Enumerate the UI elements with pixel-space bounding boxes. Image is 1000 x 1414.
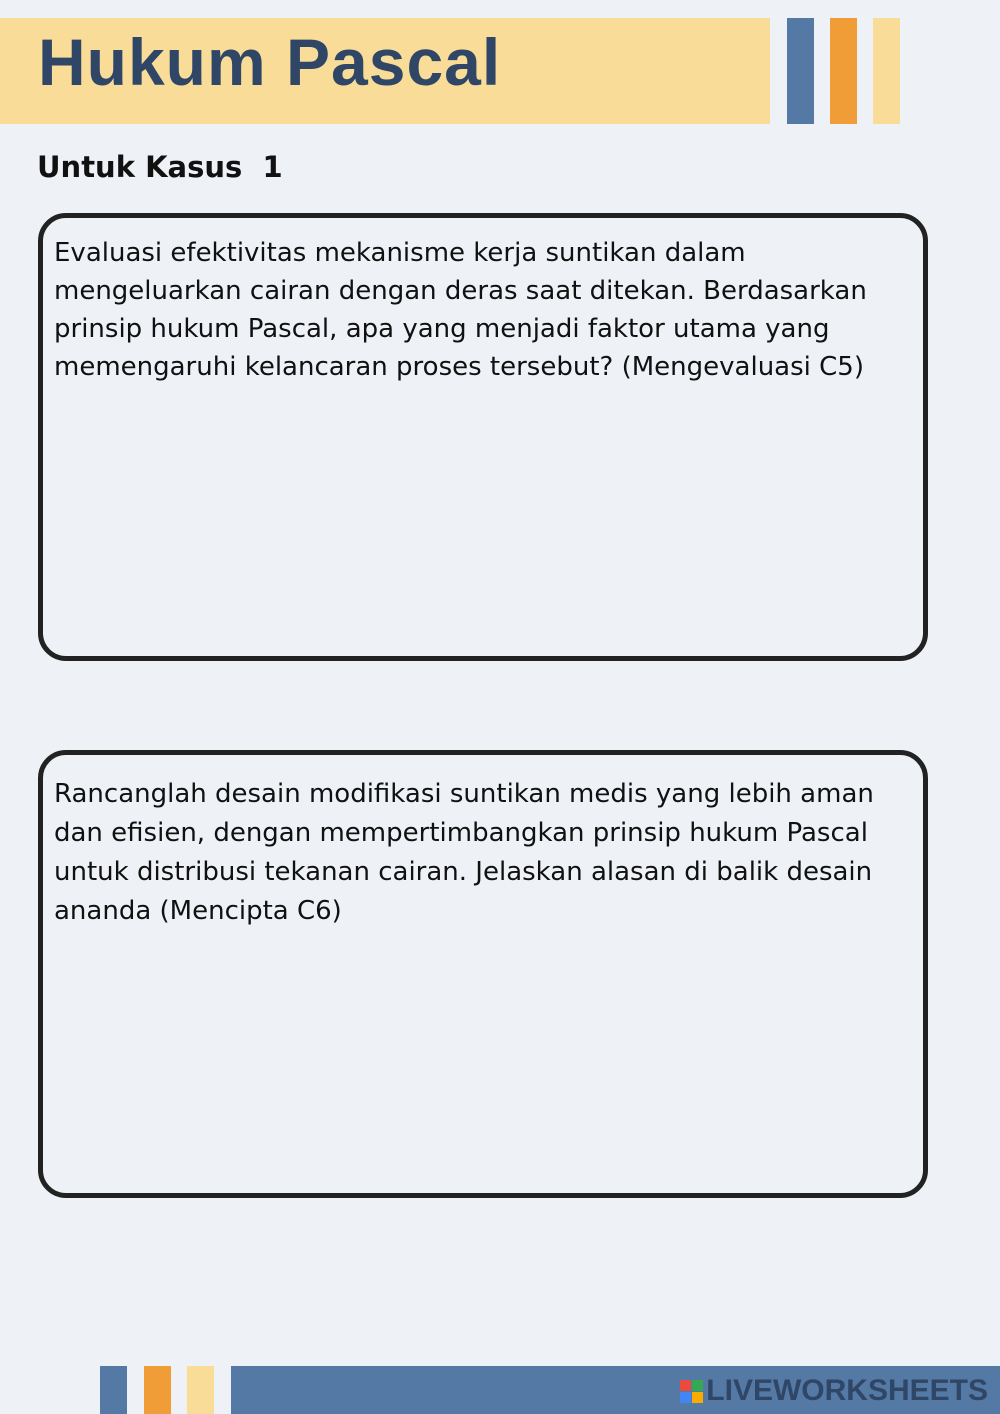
brand-name: LIVEWORKSHEETS — [706, 1374, 988, 1407]
question-1-text: Evaluasi efektivitas mekanisme kerja suntikan dalam mengeluarkan cairan dengan deras saat ditekan. Berdasarkan prinsip hukum Pascal, apa yang menjadi faktor utama yang memengaruhi kelancaran proses tersebut? (Mengevaluasi C5) — [54, 238, 867, 382]
header-stripe-yellow — [873, 18, 900, 124]
footer-stripe-orange — [144, 1366, 171, 1414]
header-stripe-blue — [787, 18, 814, 124]
brand-logo — [680, 1374, 988, 1408]
section-subtitle: Untuk Kasus 1 — [37, 150, 283, 184]
answer-box-2[interactable] — [38, 750, 928, 1198]
liveworksheets-icon — [680, 1380, 703, 1403]
page-title: Hukum Pascal — [38, 25, 502, 99]
footer-bar — [231, 1366, 1000, 1414]
question-2-text: Rancanglah desain modifikasi suntikan medis yang lebih aman dan efisien, dengan mempertimbangkan prinsip hukum Pascal untuk distribusi tekanan cairan. Jelaskan alasan di balik desain ananda (Mencipta C6) — [54, 779, 874, 926]
header-stripe-orange — [830, 18, 857, 124]
answer-box-1[interactable] — [38, 213, 928, 661]
footer-stripe-yellow — [187, 1366, 214, 1414]
footer-stripe-blue — [100, 1366, 127, 1414]
